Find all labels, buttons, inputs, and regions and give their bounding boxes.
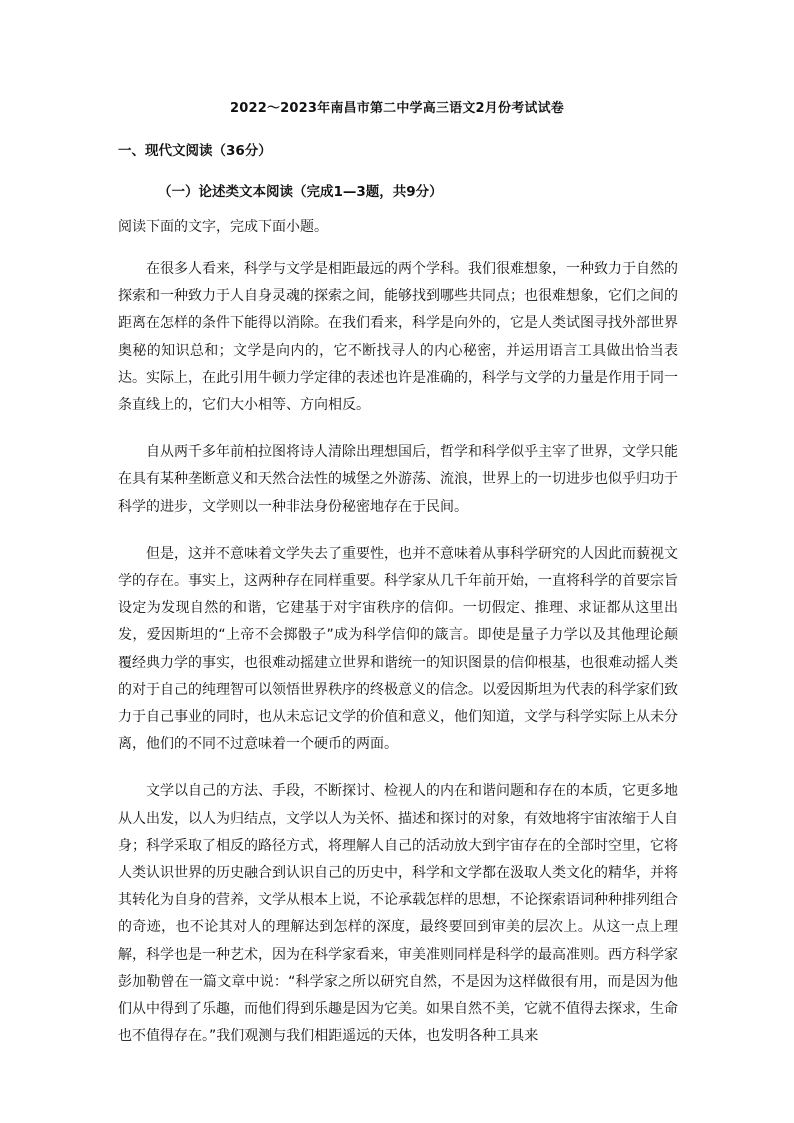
passage-paragraph-3: 但是，这并不意味着文学失去了重要性，也并不意味着从事科学研究的人因此而藐视文学的存在。事实上，这两种存在同样重要。科学家从几千年前开始，一直将科学的首要宗旨设定为发现自然的和谐，它建基于对宇宙秩序的信仰。一切假定、推理、求证都从这里出发，爱因斯坦的“上帝不会掷骰子”成为科学信仰的箴言。即使是量子力学以及其他理论颠覆经典力学的事实，也很难动摇建立世界和谐统一的知识图景的信仰根基，也很难动摇人类的对于自己的纯理智可以领悟世界秩序的终极意义的信念。以爱因斯坦为代表的科学家们致力于自己事业的同时，也从未忘记文学的价值和意义，他们知道，文学与科学实际上从未分离，他们的不同不过意味着一个硬币的两面。 xyxy=(118,545,678,753)
passage-paragraph-4: 文学以自己的方法、手段，不断探讨、检视人的内在和谐问题和存在的本质，它更多地从人出发，以人为归结点，文学以人为关怀、描述和探讨的对象，有效地将宇宙浓缩于人自身；科学采取了相反的路径方式，将理解人自己的活动放大到宇宙存在的全部时空里，它将人类认识世界的历史融合到认识自己的历史中，科学和文学都在汲取人类文化的精华，并将其转化为自身的营养，文学从根本上说，不论承载怎样的思想，不论探索语词种种排列组合的奇迹，也不论其对人的理解达到怎样的深度，最终要回到审美的层次上。从这一点上理解，科学也是一种艺术，因为在科学家看来，审美准则同样是科学的最高准则。西方科学家彭加勒曾在一篇文章中说：“科学家之所以研究自然，不是因为这样做很有用，而是因为他们从中得到了乐趣，而他们得到乐趣是因为它美。如果自然不美，它就不值得去探求，生命也不值得存在。”我们观测与我们相距遥远的天体，也发明各种工具来 xyxy=(118,783,678,1045)
passage-paragraph-2: 自从两千多年前柏拉图将诗人清除出理想国后，哲学和科学似乎主宰了世界，文学只能在具有某种垄断意义和天然合法性的城堡之外游荡、流浪，世界上的一切进步也似乎归功于科学的进步，文学则以一种非法身份秘密地存在于民间。 xyxy=(118,444,678,515)
passage-body xyxy=(118,256,678,1050)
reading-instruction: 阅读下面的文字，完成下面小题。 xyxy=(118,219,328,235)
section-heading: 一、现代文阅读（36分） xyxy=(118,143,272,159)
page-title: 2022～2023年南昌市第二中学高三语文2月份考试试卷 xyxy=(229,101,564,116)
subsection-heading: （一）论述类文本阅读（完成1—3题，共9分） xyxy=(158,184,443,200)
passage-paragraph-1: 在很多人看来，科学与文学是相距最远的两个学科。我们很难想象，一种致力于自然的探索和一种致力于人自身灵魂的探索之间，能够找到哪些共同点；也很难想象，它们之间的距离在怎样的条件下能得以消除。在我们看来，科学是向外的，它是人类试图寻找外部世界奥秘的知识总和；文学是向内的，它不断找寻人的内心秘密，并运用语言工具做出恰当表达。实际上，在此引用牛顿力学定律的表述也许是准确的，科学与文学的力量是作用于同一条直线上的，它们大小相等、方向相反。 xyxy=(118,261,678,414)
